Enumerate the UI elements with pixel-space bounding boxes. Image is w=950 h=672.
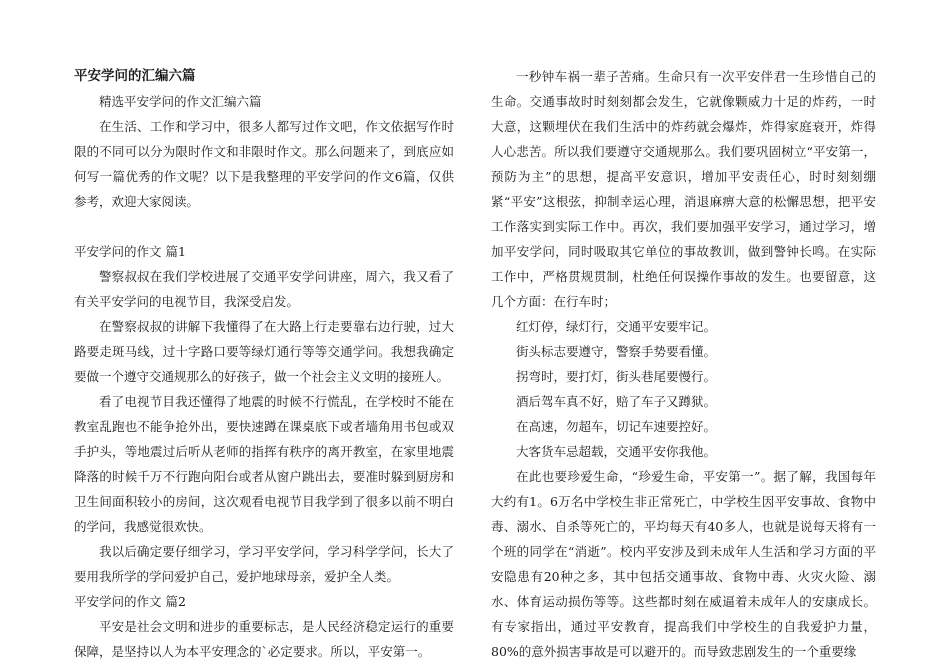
essay-1-paragraph: 我以后确定要仔细学习，学习平安学问，学习科学学问，长大了要用我所学的学问爱护自己，爱护地球母亲，爱护全人类。 xyxy=(74,544,454,584)
essay-2-heading: 平安学问的作文 篇2 xyxy=(74,594,186,609)
slogan-line: 酒后驾车真不好，赔了车子又蹲狱。 xyxy=(516,394,717,409)
essay-2-paragraph: 平安是社会文明和进步的重要标志，是人民经济稳定运行的重要保障，是坚持以人为本平安理念的`必定要求。所以，平安第一。 xyxy=(74,619,454,659)
essay-1-heading: 平安学问的作文 篇1 xyxy=(74,244,186,259)
life-safety-paragraph: 在此也要珍爱生命，“珍爱生命，平安第一”。据了解，我国每年大约有1。6万名中学校生非正常死亡，中学校生因平安事故、食物中毒、溺水、自杀等死亡的，平均每天有40多人，也就是说每天将有一个班的同学在“消逝”。校内平安涉及到未成年人生活和学习方面的平安隐患有20种之多，其中包括交通事故、食物中毒、火灾火险、溺水、体育运动损伤等等。这些都时刻在威逼着未成年人的安康成长。有专家指出，通过平安教育，提高我们中学校生的自我爱护力量，80%的意外损害事故是可以避开的。而导致悲剧发生的一个重要缘 xyxy=(491,469,876,659)
essay-1-paragraph: 在警察叔叔的讲解下我懂得了在大路上行走要靠右边行驶，过大路要走斑马线，过十字路口要等绿灯通行等等交通学问。我想我确定要做一个遵守交通规那么的好孩子，做一个社会主义文明的接班人。 xyxy=(74,319,454,384)
slogan-line: 红灯停，绿灯行，交通平安要牢记。 xyxy=(516,319,717,334)
slogan-line: 在高速，勿超车，切记车速要控好。 xyxy=(516,419,717,434)
document-title: 平安学问的汇编六篇 xyxy=(74,68,196,84)
section-gap xyxy=(74,214,454,239)
essay-1-paragraph: 看了电视节目我还懂得了地震的时候不行慌乱，在学校时不能在教室乱跑也不能争抢外出，要快速蹲在课桌底下或者墙角用书包或双手护头，等地震过后听从老师的指挥有秩序的离开教室，在家里地震降落的时候千万不行跑向阳台或者从窗户跳出去，要准时躲到厨房和卫生间面积较小的房间，这次观看电视节目我学到了很多以前不明白的学问，我感觉很欢快。 xyxy=(74,394,454,534)
slogan-line: 拐弯时，要打灯，街头巷尾要慢行。 xyxy=(516,369,717,384)
left-column xyxy=(74,64,454,664)
essay-1-paragraph: 警察叔叔在我们学校进展了交通平安学问讲座，周六，我又看了有关平安学问的电视节目，我深受启发。 xyxy=(74,269,454,309)
essay-2-continued-paragraph: 一秒钟车祸一辈子苦痛。生命只有一次平安伴君一生珍惜自己的生命。交通事故时时刻刻都会发生，它就像颗威力十足的炸药，一时大意，这颗埋伏在我们生活中的炸药就会爆炸，炸得家庭衰开，炸得人心悲苦。所以我们要遵守交通规那么。我们要巩固树立“平安第一，预防为主”的思想，提高平安意识，增加平安责任心，时时刻刻绷紧“平安”这根弦，抑制幸运心理，消退麻痹大意的松懈思想，把平安工作落实到实际工作中。再次，我们要加强平安学习，通过学习，增加平安学问，同时吸取其它单位的事故教训，做到警钟长鸣。在实际工作中，严格贯规贯制，杜绝任何误操作事故的发生。也要留意，这几个方面：在行车时； xyxy=(491,69,876,309)
intro-paragraph: 在生活、工作和学习中，很多人都写过作文吧，作文依据写作时限的不同可以分为限时作文和非限时作文。那么问题来了，到底应如何写一篇优秀的作文呢？以下是我整理的平安学问的作文6篇，仅供参考，欢迎大家阅读。 xyxy=(74,119,454,209)
slogan-line: 街头标志要遵守，警察手势要看懂。 xyxy=(516,344,717,359)
slogan-line: 大客货车忌超载，交通平安你我他。 xyxy=(516,444,717,459)
document-subtitle: 精选平安学问的作文汇编六篇 xyxy=(99,94,262,109)
right-column xyxy=(491,64,876,664)
